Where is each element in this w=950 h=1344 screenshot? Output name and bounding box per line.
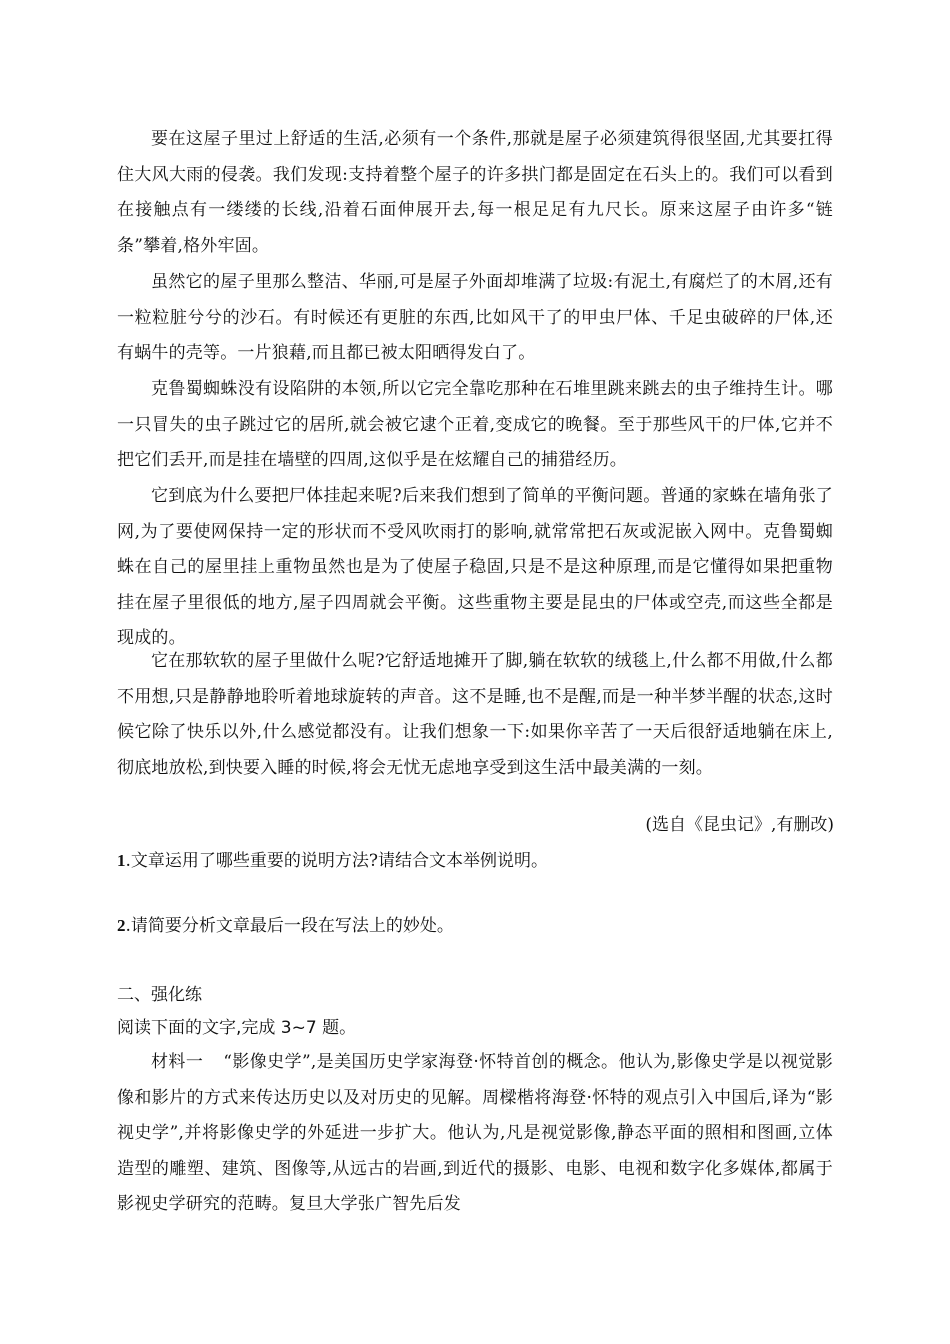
question-text: .请简要分析文章最后一段在写法上的妙处。 — [125, 916, 454, 936]
article-source: (选自《昆虫记》,有删改) — [645, 815, 834, 835]
question-2 — [117, 908, 833, 944]
article-paragraph-4: 它到底为什么要把尸体挂起来呢?后来我们想到了简单的平衡问题。普通的家蛛在墙角张了网,为了要使网保持一定的形状而不受风吹雨打的影响,就常常把石灰或泥嵌入网中。克鲁蜀蜘蛛在自己的屋里挂上重物虽然也是为了使屋子稳固,只是不是这种原理,而是它懂得如果把重物挂在屋子里很低的地方,屋子四周就会平衡。这些重物主要是昆虫的尸体或空壳,而这些全都是现成的。 — [117, 486, 833, 648]
article-paragraph-1: 要在这屋子里过上舒适的生活,必须有一个条件,那就是屋子必须建筑得很坚固,尤其要扛得住大风大雨的侵袭。我们发现:支持着整个屋子的许多拱门都是固定在石头上的。我们可以看到在接触点有一缕缕的长线,沿着石面伸展开去,每一根足足有九尺长。原来这屋子由许多“链条”攀着,格外牢固。 — [117, 129, 833, 256]
question-number: 1 — [117, 851, 126, 870]
material-label: 材料一 — [151, 1052, 204, 1072]
material-one-paragraph — [117, 1045, 833, 1223]
question-number: 2 — [117, 916, 126, 935]
question-text: .文章运用了哪些重要的说明方法?请结合文本举例说明。 — [125, 851, 549, 871]
question-1 — [117, 843, 833, 879]
article-paragraph-5: 它在那软软的屋子里做什么呢?它舒适地摊开了脚,躺在软软的绒毯上,什么都不用做,什么都不用想,只是静静地聆听着地球旋转的声音。这不是睡,也不是醒,而是一种半梦半醒的状态,这时候它除了快乐以外,什么感觉都没有。让我们想象一下:如果你辛苦了一天后很舒适地躺在床上,彻底地放松,到快要入睡的时候,将会无忧无虑地享受到这生活中最美满的一刻。 — [117, 651, 833, 778]
article-paragraph-3: 克鲁蜀蜘蛛没有设陷阱的本领,所以它完全靠吃那种在石堆里跳来跳去的虫子维持生计。哪一只冒失的虫子跳过它的居所,就会被它逮个正着,变成它的晚餐。至于那些风干的尸体,它并不把它们丢开,而是挂在墙壁的四周,这似乎是在炫耀自己的捕猎经历。 — [117, 379, 833, 470]
article-paragraph-2: 虽然它的屋子里那么整洁、华丽,可是屋子外面却堆满了垃圾:有泥土,有腐烂了的木屑,还有一粒粒脏兮兮的沙石。有时候还有更脏的东西,比如风干了的甲虫尸体、千足虫破碎的尸体,还有蜗牛的壳等。一片狼藉,而且都已被太阳晒得发白了。 — [117, 272, 833, 363]
section-heading: 二、强化练 — [117, 985, 202, 1005]
material-text: “影像史学”,是美国历史学家海登·怀特首创的概念。他认为,影像史学是以视觉影像和影片的方式来传达历史以及对历史的见解。周樑楷将海登·怀特的观点引入中国后,译为“影视史学”,并将影像史学的外延进一步扩大。他认为,凡是视觉影像,静态平面的照相和图画,立体造型的雕塑、建筑、图像等,从远古的岩画,到近代的摄影、电影、电视和数字化多媒体,都属于影视史学研究的范畴。复旦大学张广智先后发 — [117, 1052, 833, 1214]
reading-instruction: 阅读下面的文字,完成 3~7 题。 — [117, 1018, 357, 1038]
